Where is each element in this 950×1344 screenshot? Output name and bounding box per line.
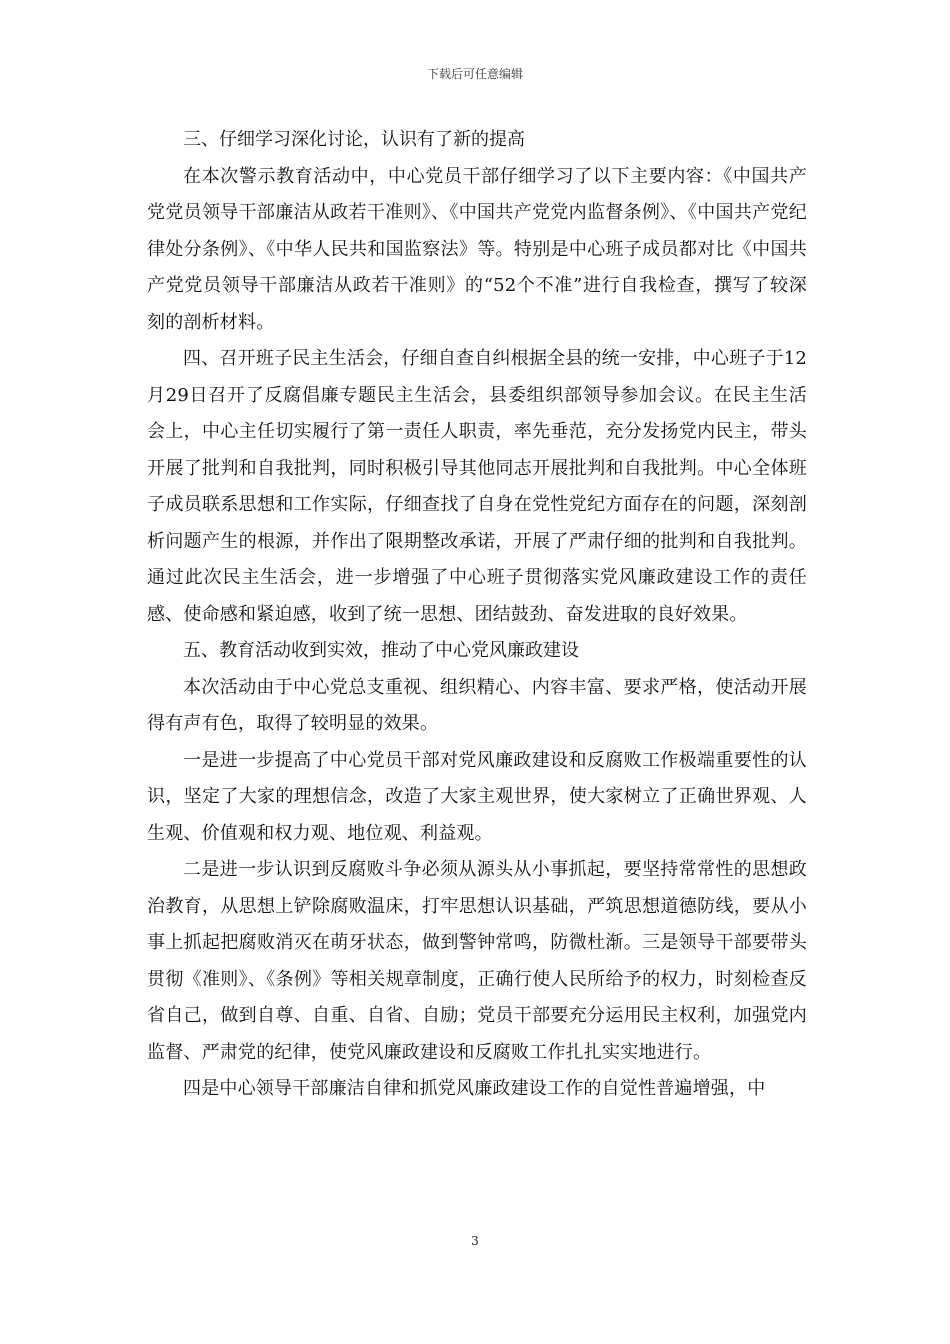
page-header: 下载后可任意编辑 — [426, 67, 523, 81]
paragraph-study-content: 在本次警示教育活动中，中心党员干部仔细学习了以下主要内容：《中国共产党党员领导干部廉洁从政若干准则》、《中国共产党党内监督条例》、《中国共产党纪律处分条例》、《中华人民共和国监察法》等。特别是中心班子成员都对比《中国共产党党员领导干部廉洁从政若干准则》的“52个不准”进行自我检查，撰写了较深刻的剖析材料。 — [147, 165, 807, 333]
paragraph-democratic-life-meeting: 四、召开班子民主生活会，仔细自查自纠根据全县的统一安排，中心班子于12月29日召开了反腐倡廉专题民主生活会，县委组织部领导参加会议。在民主生活会上，中心主任切实履行了第一责任人职责，率先垂范，充分发扬党内民主，带头开展了批判和自我批判，同时积极引导其他同志开展批判和自我批判。中心全体班子成员联系思想和工作实际，仔细查找了自身在党性党纪方面存在的问题，深刻剖析问题产生的根源，并作出了限期整改承诺，开展了严肃仔细的批判和自我批判。通过此次民主生活会，进一步增强了中心班子贯彻落实党风廉政建设工作的责任感、使命感和紧迫感，收到了统一思想、团结鼓劲、奋发进取的良好效果。 — [147, 348, 807, 625]
paragraph-point-four: 四是中心领导干部廉洁自律和抓党风廉政建设工作的自觉性普遍增强，中 — [183, 1078, 766, 1099]
page-number: 3 — [471, 1234, 479, 1248]
section-heading-5: 五、教育活动收到实效，推动了中心党风廉政建设 — [183, 640, 579, 661]
document-body — [147, 122, 807, 1108]
paragraph-activity-results: 本次活动由于中心党总支重视、组织精心、内容丰富、要求严格，使活动开展得有声有色，取得了较明显的效果。 — [147, 676, 807, 734]
paragraph-point-one: 一是进一步提高了中心党员干部对党风廉政建设和反腐败工作极端重要性的认识，坚定了大家的理想信念，改造了大家主观世界，使大家树立了正确世界观、人生观、价值观和权力观、地位观、利益观。 — [147, 749, 807, 844]
paragraph-point-two-three: 二是进一步认识到反腐败斗争必须从源头从小事抓起，要坚持常常性的思想政治教育，从思想上铲除腐败温床，打牢思想认识基础，严筑思想道德防线，要从小事上抓起把腐败消灭在萌牙状态，做到警钟常鸣，防微杜渐。三是领导干部要带头贯彻《准则》、《条例》等相关规章制度，正确行使人民所给予的权力，时刻检查反省自己，做到自尊、自重、自省、自励；党员干部要充分运用民主权利，加强党内监督、严肃党的纪律，使党风廉政建设和反腐败工作扎扎实实地进行。 — [147, 859, 807, 1063]
section-heading-3: 三、仔细学习深化讨论，认识有了新的提高 — [183, 129, 525, 150]
